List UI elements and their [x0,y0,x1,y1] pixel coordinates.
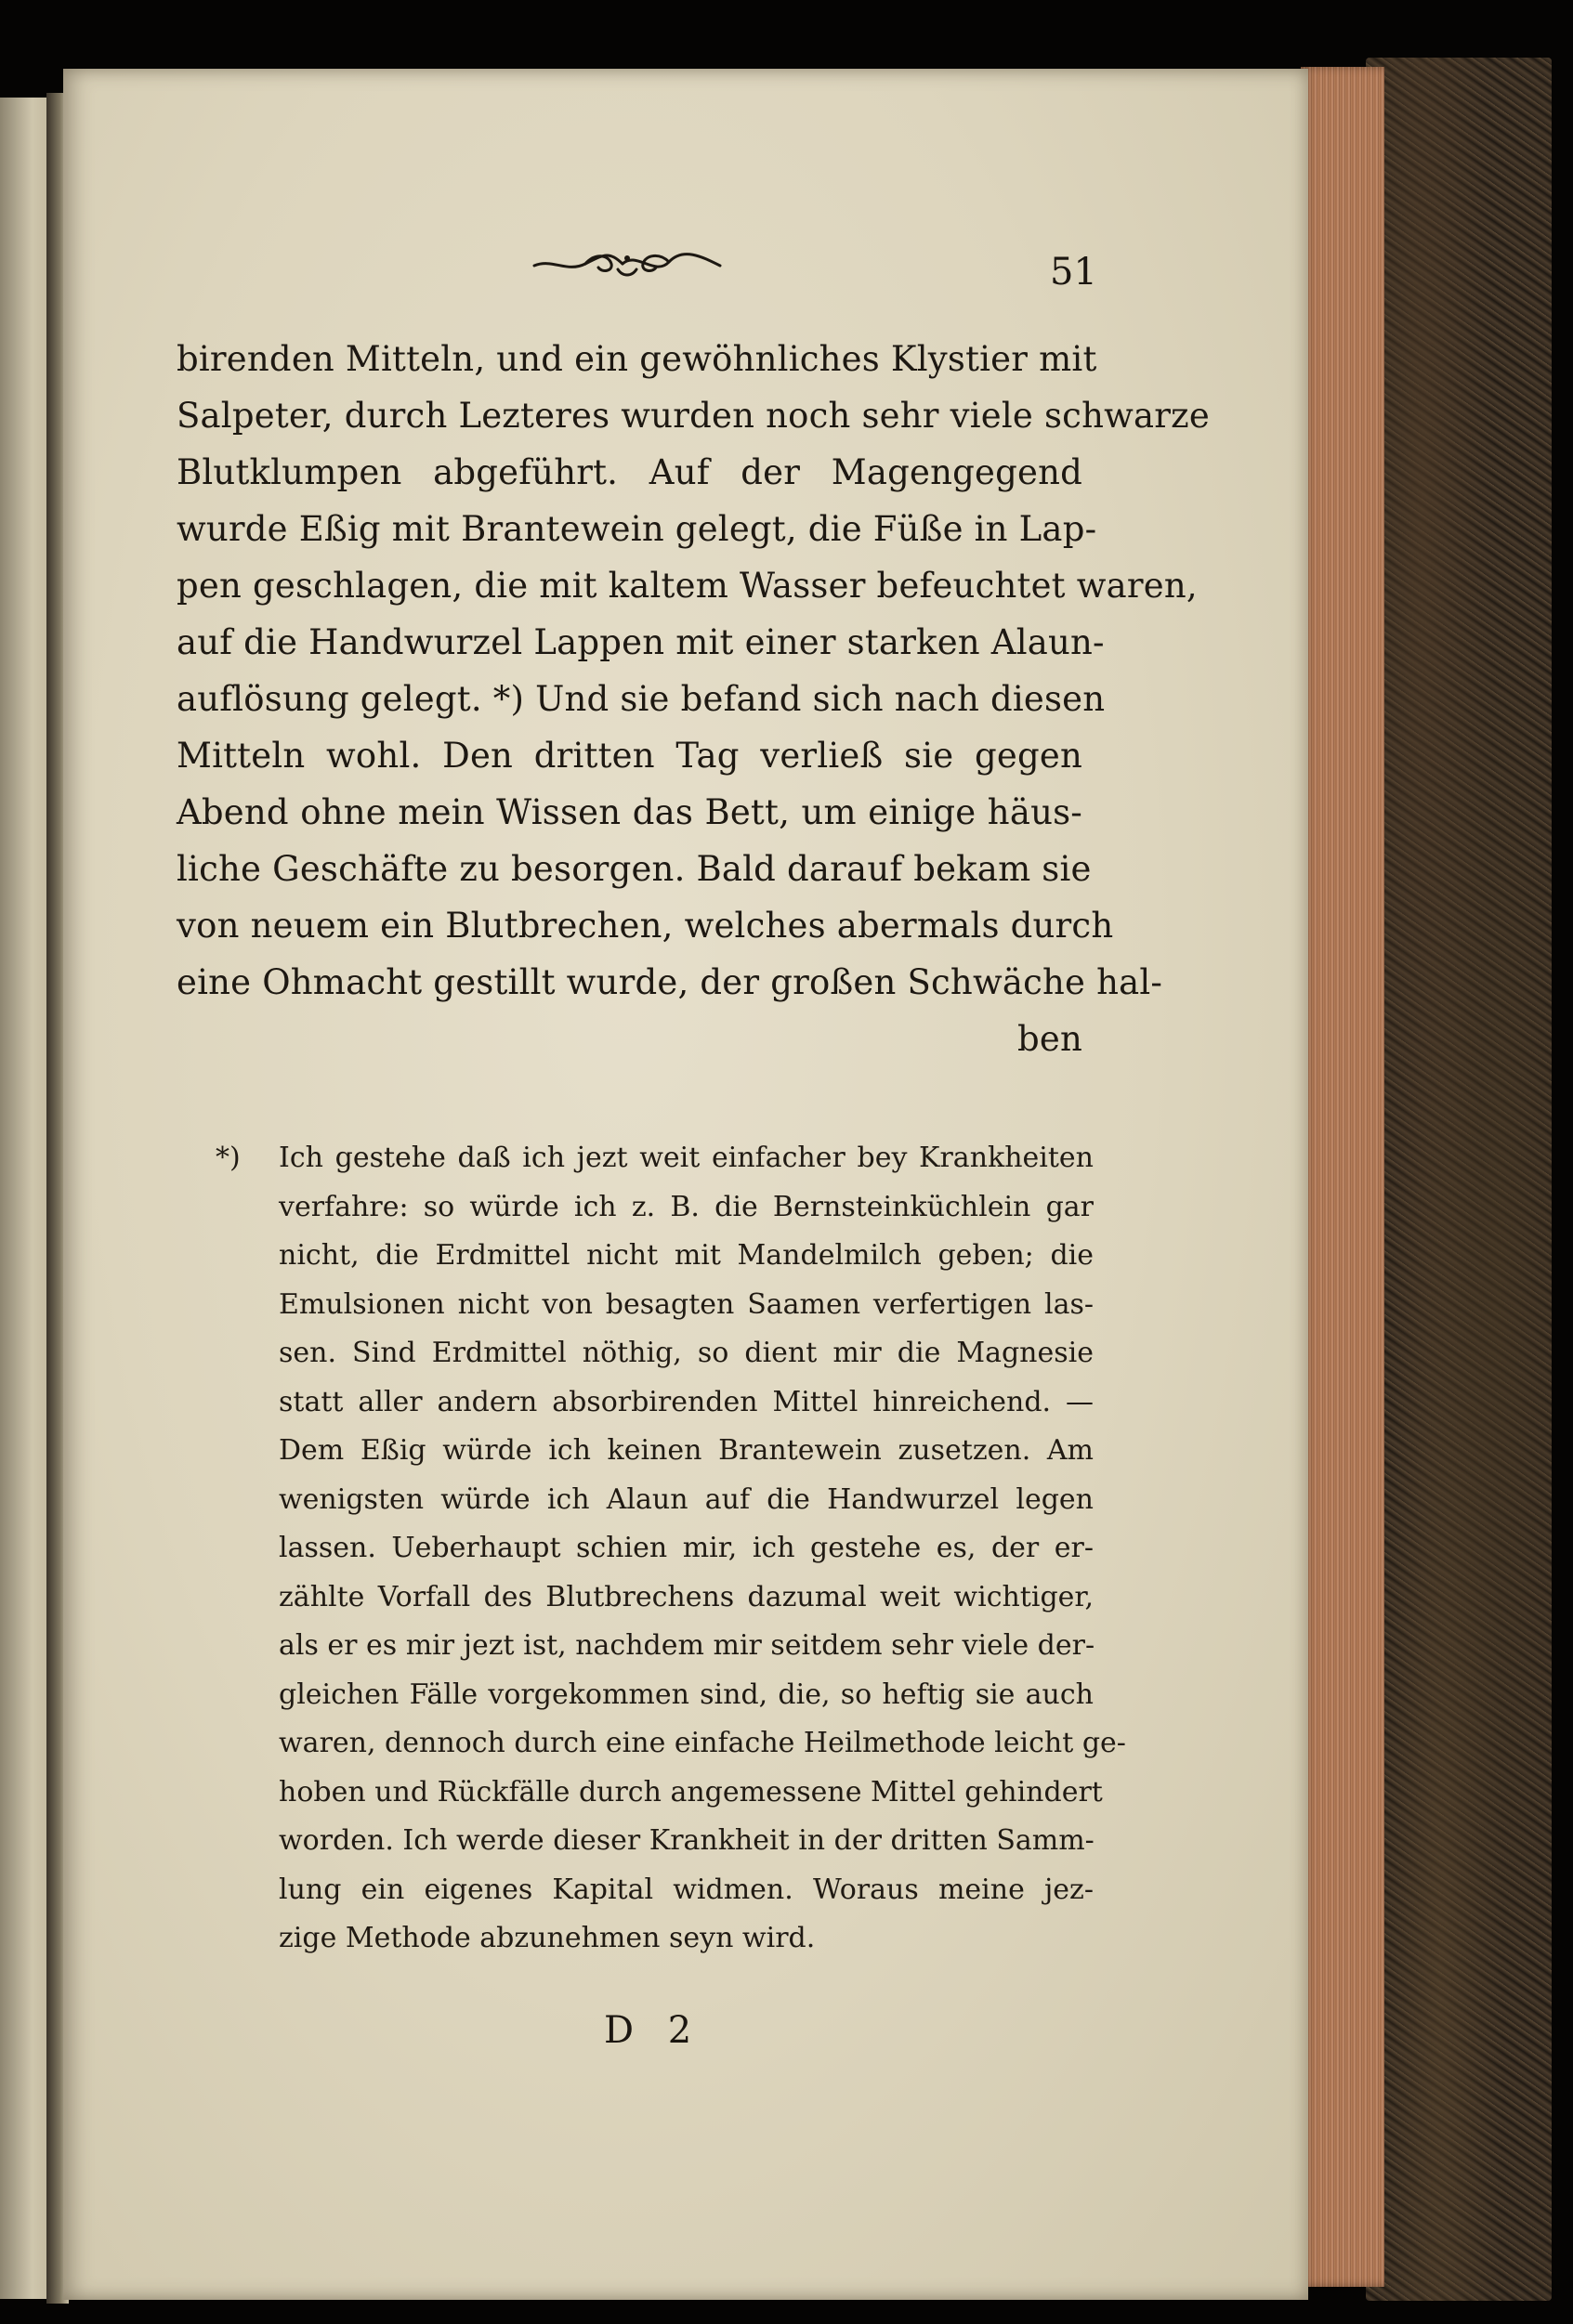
printer-signature-mark: D 2 [604,2009,703,2052]
footnote-line: verfahre: so würde ich z. B. die Bernsteinküchlein gar [279,1190,1094,1223]
text-line: von neuem ein Blutbrechen, welches abermals durch [177,906,1114,946]
text-line: auflösung gelegt. *) Und sie befand sich nach diesen [177,679,1106,719]
footnote-marker: *) [216,1142,241,1174]
footnote-line: zige Methode abzunehmen seyn wird. [279,1922,816,1954]
text-line: auf die Handwurzel Lappen mit einer starken Alaun- [177,622,1105,662]
text-line: Mitteln wohl. Den dritten Tag verließ sie gegen [177,736,1082,776]
book-cover [1366,58,1552,2301]
page-number: 51 [1050,251,1097,294]
footnote-line: lassen. Ueberhaupt schien mir, ich gestehe es, der er- [279,1532,1094,1564]
catchword: ben [1016,1019,1082,1059]
text-line: wurde Eßig mit Brantewein gelegt, die Füße in Lap- [177,509,1097,549]
text-line: eine Ohmacht gestillt wurde, der großen Schwäche hal- [177,962,1163,1002]
footnote-text-block [279,1133,1126,1963]
main-text-block [177,331,1210,1067]
footnote-line: Ich gestehe daß ich jezt weit einfacher bey Krankheiten [279,1142,1094,1174]
footnote-line: als er es mir jezt ist, nachdem mir seitdem sehr viele der- [279,1629,1095,1662]
footnote-line: sen. Sind Erdmittel nöthig, so dient mir die Magnesie [279,1337,1094,1369]
text-line: Abend ohne mein Wissen das Bett, um einige häus- [177,792,1082,832]
text-line: Blutklumpen abgeführt. Auf der Magengegend [177,452,1082,492]
footnote-line: zählte Vorfall des Blutbrechens dazumal weit wichtiger, [279,1580,1094,1613]
footnote-line: waren, dennoch durch eine einfache Heilmethode leicht ge- [279,1727,1126,1759]
text-line: Salpeter, durch Lezteres wurden noch sehr viele schwarze [177,396,1210,436]
footnote-line: lung ein eigenes Kapital widmen. Woraus meine jez- [279,1873,1094,1906]
footnote-line: wenigsten würde ich Alaun auf die Handwurzel legen [279,1482,1094,1516]
footnote-line: hoben und Rückfälle durch angemessene Mittel gehindert [279,1775,1103,1808]
text-line: liche Geschäfte zu besorgen. Bald darauf bekam sie [177,849,1092,889]
footnote-line: nicht, die Erdmittel nicht mit Mandelmilch geben; die [279,1239,1094,1272]
decorative-scroll-ornament-icon [530,245,725,282]
footnote-line: Dem Eßig würde ich keinen Brantewein zusetzen. Am [279,1434,1094,1467]
footnote-line: worden. Ich werde dieser Krankheit in der dritten Samm- [279,1824,1095,1857]
text-line: pen geschlagen, die mit kaltem Wasser befeuchtet waren, [177,566,1198,606]
footnote-line: gleichen Fälle vorgekommen sind, die, so heftig sie auch [279,1678,1094,1711]
text-line: birenden Mitteln, und ein gewöhnliches Klystier mit [177,339,1097,379]
page-edges [1301,67,1384,2287]
footnote-line: Emulsionen nicht von besagten Saamen verfertigen las- [279,1287,1094,1321]
footnote-line: statt aller andern absorbirenden Mittel hinreichend. — [279,1385,1094,1418]
